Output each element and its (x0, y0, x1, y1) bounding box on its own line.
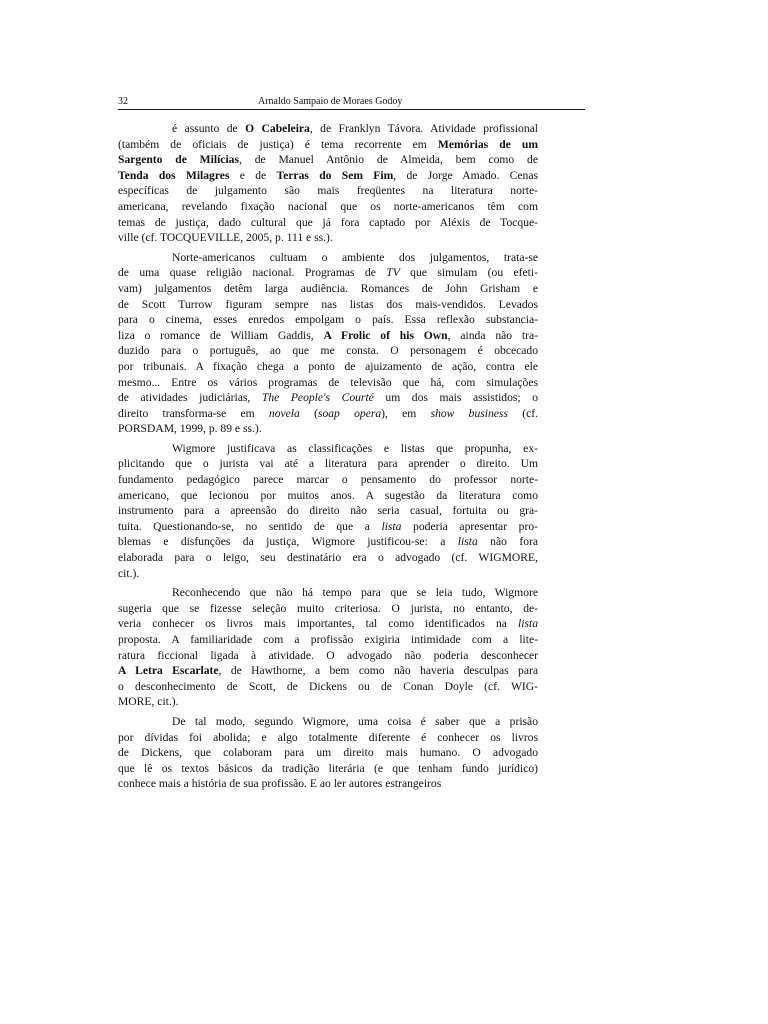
text-run: ), em (381, 406, 431, 420)
text-line (118, 601, 538, 617)
italic-term: The People's Courté (261, 391, 374, 405)
text-line (118, 390, 538, 406)
text-line (118, 566, 538, 582)
bold-title: A Letra Escarlate (118, 664, 219, 678)
text-run: ( (299, 406, 318, 420)
text-run: sugeria que se fizesse seleção muito criteriosa. O jurista, no entanto, de- (118, 601, 538, 615)
text-run: instrumento para a apreensão do direito não seria casual, fortuita ou gra- (118, 504, 538, 518)
paragraph (118, 121, 538, 246)
text-line (118, 488, 538, 504)
text-run: Reconhecendo que não há tempo para que se leia tudo, Wigmore (172, 586, 538, 600)
paragraph (118, 714, 538, 792)
text-run: fundamento pedagógico parece marcar o pensamento do professor norte- (118, 473, 538, 487)
text-line (118, 297, 538, 313)
text-line (118, 456, 538, 472)
text-run: americana, revelando fixação nacional que os norte-americanos têm com (118, 199, 538, 213)
text-run: Wigmore justificava as classificações e listas que propunha, ex- (172, 441, 538, 455)
text-line (118, 230, 538, 246)
text-run: um dos mais assistidos; o (373, 391, 538, 405)
text-run: cit.). (118, 566, 140, 580)
text-run: o desconhecimento de Scott, de Dickens ou de Conan Doyle (cf. WIG- (118, 679, 538, 693)
text-line (118, 776, 538, 792)
text-run: não fora (477, 535, 538, 549)
paragraph (118, 250, 538, 437)
italic-term: lista (518, 617, 538, 631)
text-line (118, 503, 538, 519)
italic-term: soap opera (317, 406, 382, 420)
text-line (118, 663, 538, 679)
text-line (118, 137, 538, 153)
text-run: duzido para o português, ao que me consta. O personagem é obcecado (118, 344, 538, 358)
text-run: ville (cf. TOCQUEVILLE, 2005, p. 111 e ss.). (118, 231, 333, 245)
text-line (118, 406, 538, 422)
text-line (118, 616, 538, 632)
text-run: específicas de julgamento são mais freqüentes na literatura norte- (118, 184, 538, 198)
text-line (118, 281, 538, 297)
bold-title: Terras do Sem Fim (276, 168, 394, 182)
text-line (118, 328, 538, 344)
text-run: elaborada para o leigo, seu destinatário era o advogado (cf. WIGMORE, (118, 551, 538, 565)
text-line (118, 714, 538, 730)
text-line (118, 375, 538, 391)
text-run: de Scott Turrow figuram sempre nas listas dos mais-vendidos. Levados (118, 297, 538, 311)
text-run: de Dickens, que colaboram para um direito mais humano. O advogado (118, 746, 538, 760)
body-text (118, 121, 538, 796)
text-line (118, 761, 538, 777)
text-run: direito transforma-se em (118, 406, 269, 420)
text-run: mesmo... Entre os vários programas de televisão que há, com simulações (118, 375, 538, 389)
text-line (118, 632, 538, 648)
text-run: vam) julgamentos detêm larga audiência. Romances de John Grisham e (118, 281, 538, 295)
italic-term: novela (268, 406, 300, 420)
text-line (118, 199, 538, 215)
text-run: e de (229, 168, 277, 182)
text-run: conhece mais a história de sua profissão. E ao ler autores estrangeiros (118, 777, 442, 791)
text-line (118, 359, 538, 375)
header-rule (118, 109, 585, 110)
italic-term: lista (381, 519, 402, 533)
text-run: tuita. Questionando-se, no sentido de que a (118, 519, 382, 533)
page-number: 32 (118, 96, 128, 107)
text-run: para o cinema, esses enredos empolgam o país. Essa reflexão substancia- (118, 313, 538, 327)
text-line (118, 121, 538, 137)
text-line (118, 519, 538, 535)
text-run: , de Franklyn Távora. Atividade profissional (309, 122, 538, 135)
bold-title: O Cabeleira (245, 122, 310, 135)
text-run: de uma quase religião nacional. Programas de (118, 266, 387, 280)
text-line (118, 265, 538, 281)
text-line (118, 550, 538, 566)
text-line (118, 168, 538, 184)
text-run: ratura ficcional ligada à atividade. O advogado não poderia desconhecer (118, 648, 538, 662)
text-run: blemas e disfunções da justiça, Wigmore justificou-se: a (118, 535, 458, 549)
text-run: veria conhecer os livros mais importantes, tal como identificados na (118, 617, 519, 631)
text-line (118, 730, 538, 746)
text-run: MORE, cit.). (118, 695, 179, 709)
text-line (118, 679, 538, 695)
text-line (118, 441, 538, 457)
text-run: Norte-americanos cultuam o ambiente dos julgamentos, trata-se (172, 250, 538, 264)
text-line (118, 343, 538, 359)
text-line (118, 648, 538, 664)
text-line (118, 152, 538, 168)
text-run: que simulam (ou efeti- (399, 266, 538, 280)
italic-term: show business (430, 406, 508, 420)
text-run: temas de justiça, dado cultural que já fora captado por Aléxis de Tocque- (118, 215, 538, 229)
text-run: proposta. A familiaridade com a profissão exigiria intimidade com a lite- (118, 633, 538, 646)
text-run: poderia apresentar pro- (401, 519, 538, 533)
text-run: por dívidas foi abolida; e algo totalmente diferente é conhecer os livros (118, 730, 538, 744)
bold-title: A Frolic of his Own (323, 328, 448, 342)
page-header (118, 95, 585, 109)
text-run: , de Manuel Antônio de Almeida, bem como de (238, 153, 538, 167)
text-line (118, 585, 538, 601)
text-run: (cf. (507, 406, 538, 420)
bold-title: Memórias de um (437, 137, 538, 151)
text-run: que lê os textos básicos da tradição literária (e que tenham fundo jurídico) (118, 761, 538, 775)
italic-term: TV (386, 266, 400, 280)
text-run: , de Hawthorne, a bem como não haveria desculpas para (218, 664, 538, 678)
text-line (118, 183, 538, 199)
bold-title: Tenda dos Milagres (118, 168, 230, 182)
italic-term: lista (457, 535, 478, 549)
text-line (118, 745, 538, 761)
text-run: , de Jorge Amado. Cenas (393, 168, 538, 182)
text-line (118, 694, 538, 710)
text-line (118, 534, 538, 550)
text-run: é assunto de (172, 122, 246, 135)
paragraph (118, 441, 538, 581)
text-run: De tal modo, segundo Wigmore, uma coisa é saber que a prisão (172, 714, 538, 728)
text-run: liza o romance de William Gaddis, (118, 328, 324, 342)
paragraph (118, 585, 538, 710)
text-line (118, 421, 538, 437)
text-run: PORSDAM, 1999, p. 89 e ss.). (118, 422, 262, 436)
text-line (118, 472, 538, 488)
text-line (118, 312, 538, 328)
text-run: americano, que lecionou por muitos anos. A sugestão da literatura como (118, 488, 538, 502)
text-run: por tribunais. A fixação chega a ponto de ajuizamento de ação, contra ele (118, 359, 538, 373)
text-run: de atividades judiciárias, (118, 391, 262, 405)
text-line (118, 215, 538, 231)
bold-title: Sargento de Milícias (118, 153, 239, 167)
text-line (118, 250, 538, 266)
text-run: (também de oficiais de justiça) é tema recorrente em (118, 137, 438, 151)
text-run: plicitando que o jurista vai até a literatura para aprender o direito. Um (118, 457, 538, 471)
running-head-author: Arnaldo Sampaio de Moraes Godoy (258, 96, 403, 107)
text-run: , ainda não tra- (447, 328, 538, 342)
